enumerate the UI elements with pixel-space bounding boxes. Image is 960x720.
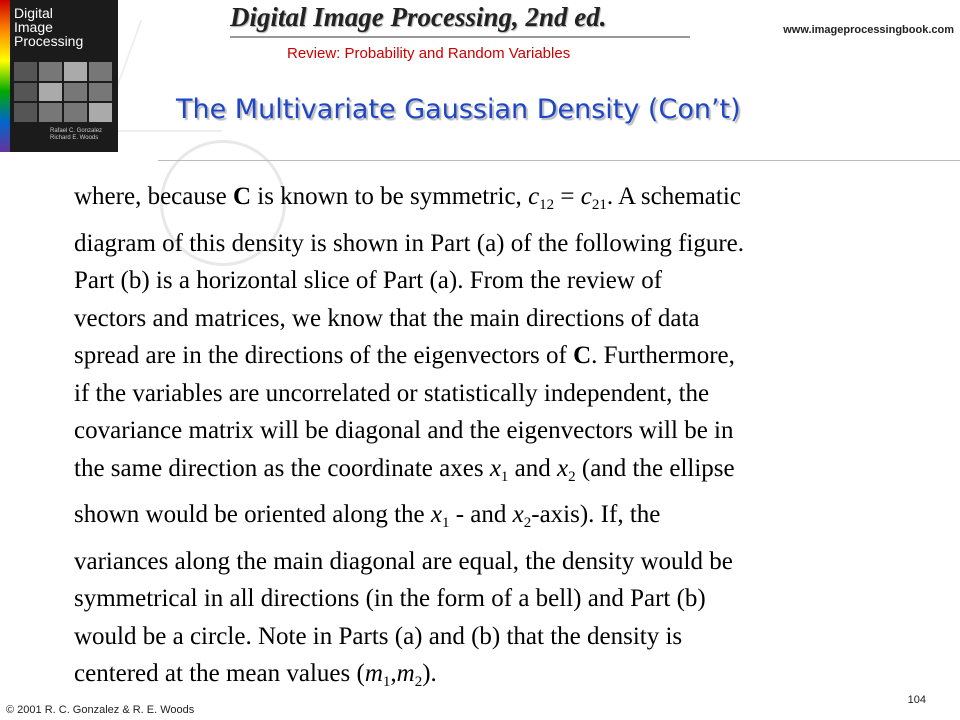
body-text-line: covariance matrix will be diagonal and the eigenvectors will be in — [74, 417, 734, 444]
cover-title-line: Image — [14, 19, 53, 35]
cover-image-grid — [14, 62, 112, 122]
body-text-line: vectors and matrices, we know that the main directions of data — [74, 304, 700, 332]
body-text-line: the same direction as the coordinate axes $x_1$ and $x_2$ (and the ellipse — [74, 454, 735, 485]
cover-authors: Rafael C. Gonzalez Richard E. Woods — [50, 128, 103, 141]
body-paragraph — [74, 178, 944, 702]
cover-color-strip — [0, 0, 10, 152]
website-url: www.imageprocessingbook.com — [783, 24, 954, 36]
header-divider — [230, 36, 690, 38]
body-text-line: variances along the main diagonal are equal, the density would be — [74, 547, 733, 575]
header-title: Digital Image Processing, 2nd ed. — [230, 2, 607, 32]
body-text-line: centered at the mean values $(m_1,m_2)$. — [74, 660, 437, 690]
body-text-line: shown would be oriented along the $x_1$ - and $x_2-axis$). If, the — [74, 501, 661, 531]
body-text-line: if the variables are uncorrelated or statistically independent, the — [74, 379, 710, 407]
book-cover-image — [0, 0, 118, 152]
body-text-line: symmetrical in all directions (in the form of a bell) and Part (b) — [74, 585, 706, 612]
body-text-line: diagram of this density is shown in Part (a) of the following figure. — [74, 229, 745, 257]
body-text-line: would be a circle. Note in Parts (a) and (b) that the density is — [74, 622, 683, 650]
cover-title-line: Processing — [14, 33, 84, 49]
title-divider — [158, 160, 960, 161]
cover-title-line: Digital — [14, 5, 53, 21]
body-text-line: where, because C is known to be symmetric, $c_{12} = c_{21}$. A schematic — [74, 183, 741, 213]
body-text-line: Part (b) is a horizontal slice of Part (a). From the review of — [74, 267, 663, 294]
copyright-notice: © 2001 R. C. Gonzalez & R. E. Woods — [6, 704, 195, 716]
slide-title: The Multivariate Gaussian Density (Con’t) — [176, 94, 741, 125]
body-text-line: spread are in the directions of the eigenvectors of C. Furthermore, — [74, 342, 735, 369]
header-subtitle: Review: Probability and Random Variables — [287, 45, 571, 62]
page-number: 104 — [907, 694, 926, 706]
